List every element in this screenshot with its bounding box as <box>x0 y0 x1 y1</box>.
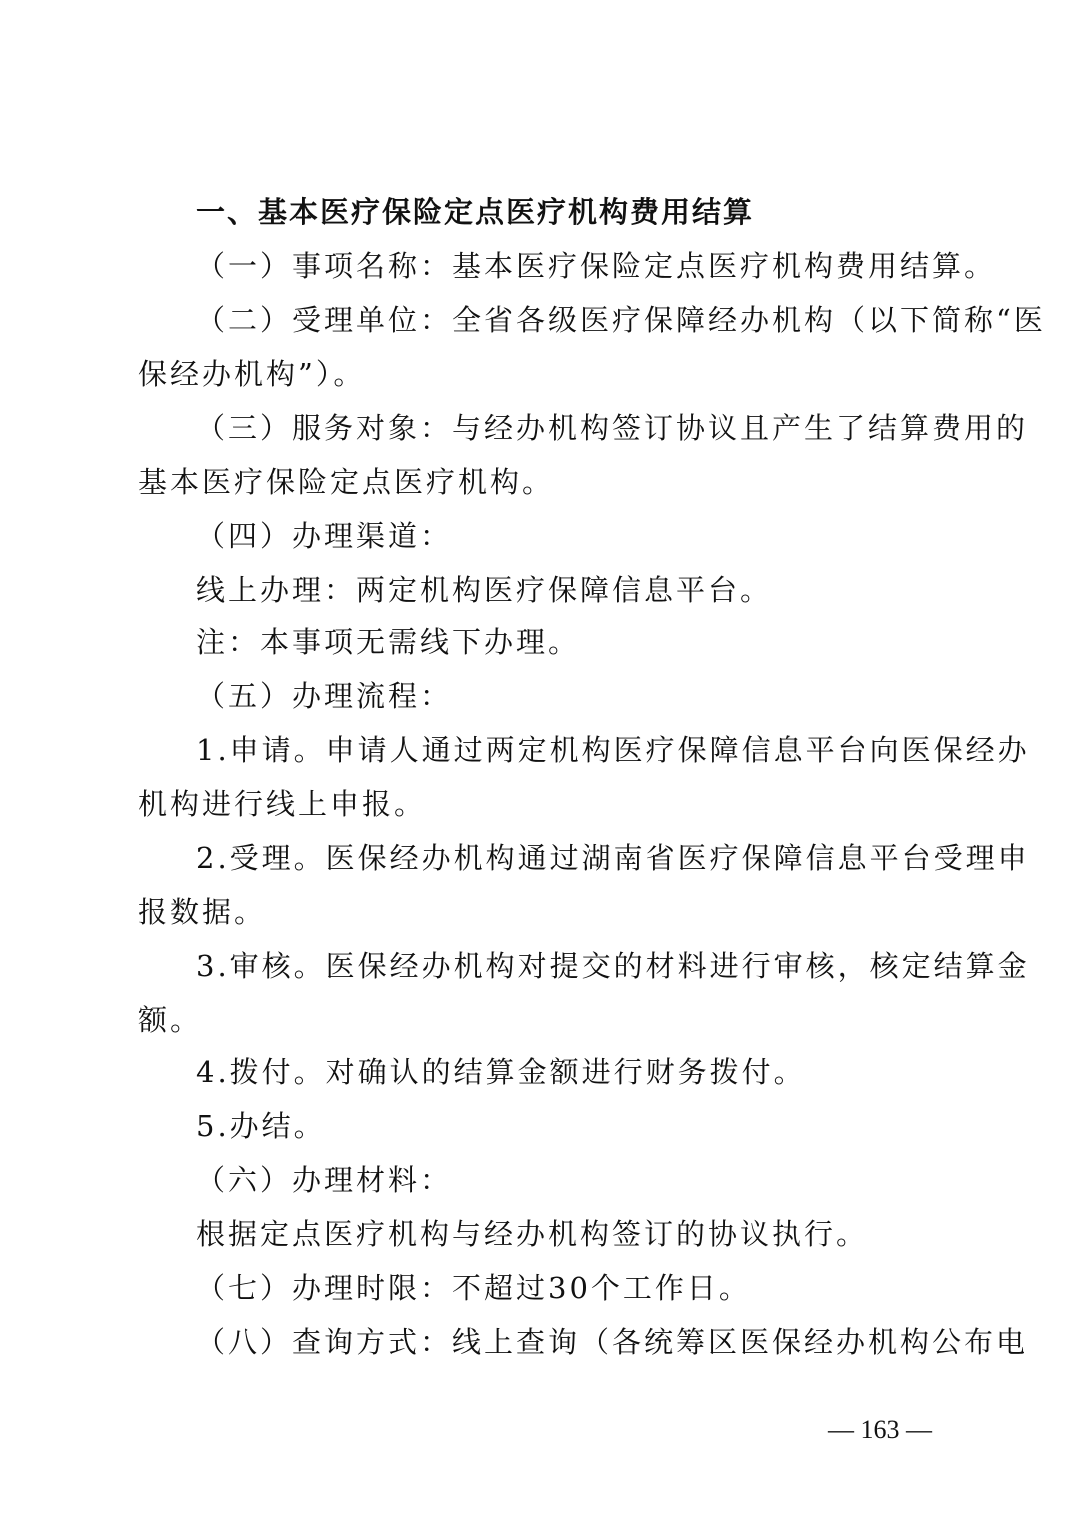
paragraph-line: 基本医疗保险定点医疗机构。 <box>138 465 555 499</box>
paragraph-line: （二）受理单位：全省各级医疗保障经办机构（以下简称“医 <box>196 303 1046 337</box>
section-heading: 一、基本医疗保险定点医疗机构费用结算 <box>196 195 755 229</box>
paragraph-line: 根据定点医疗机构与经办机构签订的协议执行。 <box>196 1217 869 1251</box>
paragraph-line: （五）办理流程： <box>196 679 453 713</box>
paragraph-line: 2.受理。医保经办机构通过湖南省医疗保障信息平台受理申 <box>196 841 1030 875</box>
paragraph-line: 5.办结。 <box>196 1109 326 1143</box>
paragraph-line: 保经办机构”）。 <box>138 357 366 391</box>
paragraph-line: （六）办理材料： <box>196 1163 453 1197</box>
paragraph-line: （三）服务对象：与经办机构签订协议且产生了结算费用的 <box>196 411 1029 445</box>
paragraph-line: 1.申请。申请人通过两定机构医疗保障信息平台向医保经办 <box>196 733 1030 767</box>
paragraph-line: 3.审核。医保经办机构对提交的材料进行审核，核定结算金 <box>196 949 1030 983</box>
paragraph-line: 注：本事项无需线下办理。 <box>196 625 581 659</box>
paragraph-line: 报数据。 <box>138 895 267 929</box>
page-number: — 163 — <box>828 1415 932 1444</box>
paragraph-line: （七）办理时限：不超过30个工作日。 <box>196 1271 751 1305</box>
paragraph-line: （八）查询方式：线上查询（各统筹区医保经办机构公布电 <box>196 1325 1029 1359</box>
paragraph-line: 额。 <box>138 1003 203 1037</box>
paragraph-line: 机构进行线上申报。 <box>138 787 427 821</box>
paragraph-line: （一）事项名称：基本医疗保险定点医疗机构费用结算。 <box>196 249 997 283</box>
paragraph-line: 线上办理：两定机构医疗保障信息平台。 <box>196 573 773 607</box>
paragraph-line: 4.拨付。对确认的结算金额进行财务拨付。 <box>196 1055 806 1089</box>
paragraph-line: （四）办理渠道： <box>196 519 453 553</box>
